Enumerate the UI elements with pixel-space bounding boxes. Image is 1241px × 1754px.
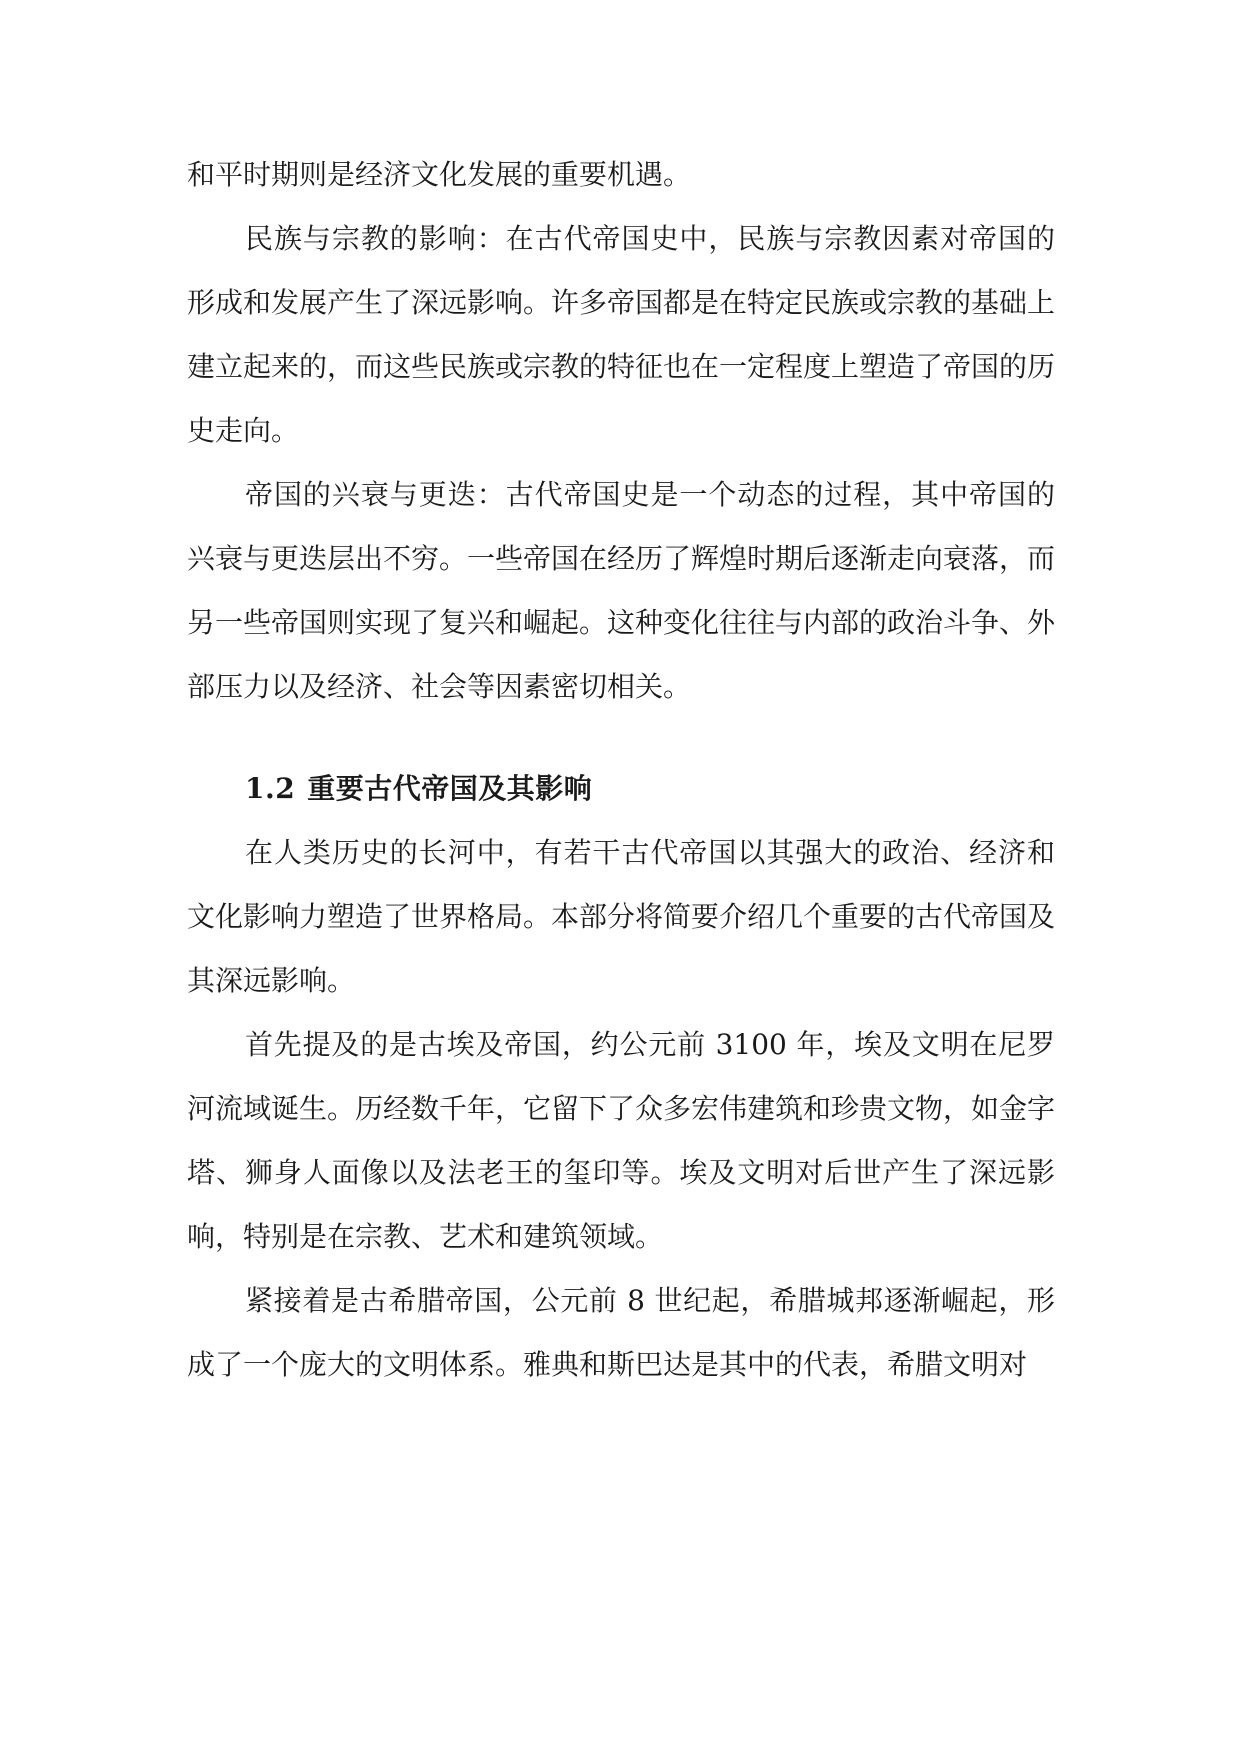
- paragraph-egypt: 首先提及的是古埃及帝国，约公元前 3100 年，埃及文明在尼罗河流域诞生。历经数千年，它留下了众多宏伟建筑和珍贵文物，如金字塔、狮身人面像以及法老王的玺印等。埃及文明对后世产生了深远影响，特别是在宗教、艺术和建筑领域。: [187, 1028, 1056, 1253]
- paragraph-intro: 在人类历史的长河中，有若干古代帝国以其强大的政治、经济和文化影响力塑造了世界格局。本部分将简要介绍几个重要的古代帝国及其深远影响。: [187, 836, 1056, 997]
- section-title: 重要古代帝国及其影响: [307, 772, 593, 805]
- document-body: [187, 143, 1055, 1397]
- section-heading: [187, 757, 1055, 821]
- paragraph-rise-fall: 帝国的兴衰与更迭：古代帝国史是一个动态的过程，其中帝国的兴衰与更迭层出不穷。一些帝国在经历了辉煌时期后逐渐走向衰落，而另一些帝国则实现了复兴和崛起。这种变化往往与内部的政治斗争、外部压力以及经济、社会等因素密切相关。: [187, 478, 1056, 703]
- paragraph-ethnicity-religion: 民族与宗教的影响：在古代帝国史中，民族与宗教因素对帝国的形成和发展产生了深远影响。许多帝国都是在特定民族或宗教的基础上建立起来的，而这些民族或宗教的特征也在一定程度上塑造了帝国的历史走向。: [187, 222, 1056, 447]
- paragraph-continuation: 和平时期则是经济文化发展的重要机遇。: [187, 158, 692, 191]
- section-number: 1.2: [245, 772, 296, 805]
- paragraph-greece: 紧接着是古希腊帝国，公元前 8 世纪起，希腊城邦逐渐崛起，形成了一个庞大的文明体系。雅典和斯巴达是其中的代表，希腊文明对: [187, 1284, 1055, 1381]
